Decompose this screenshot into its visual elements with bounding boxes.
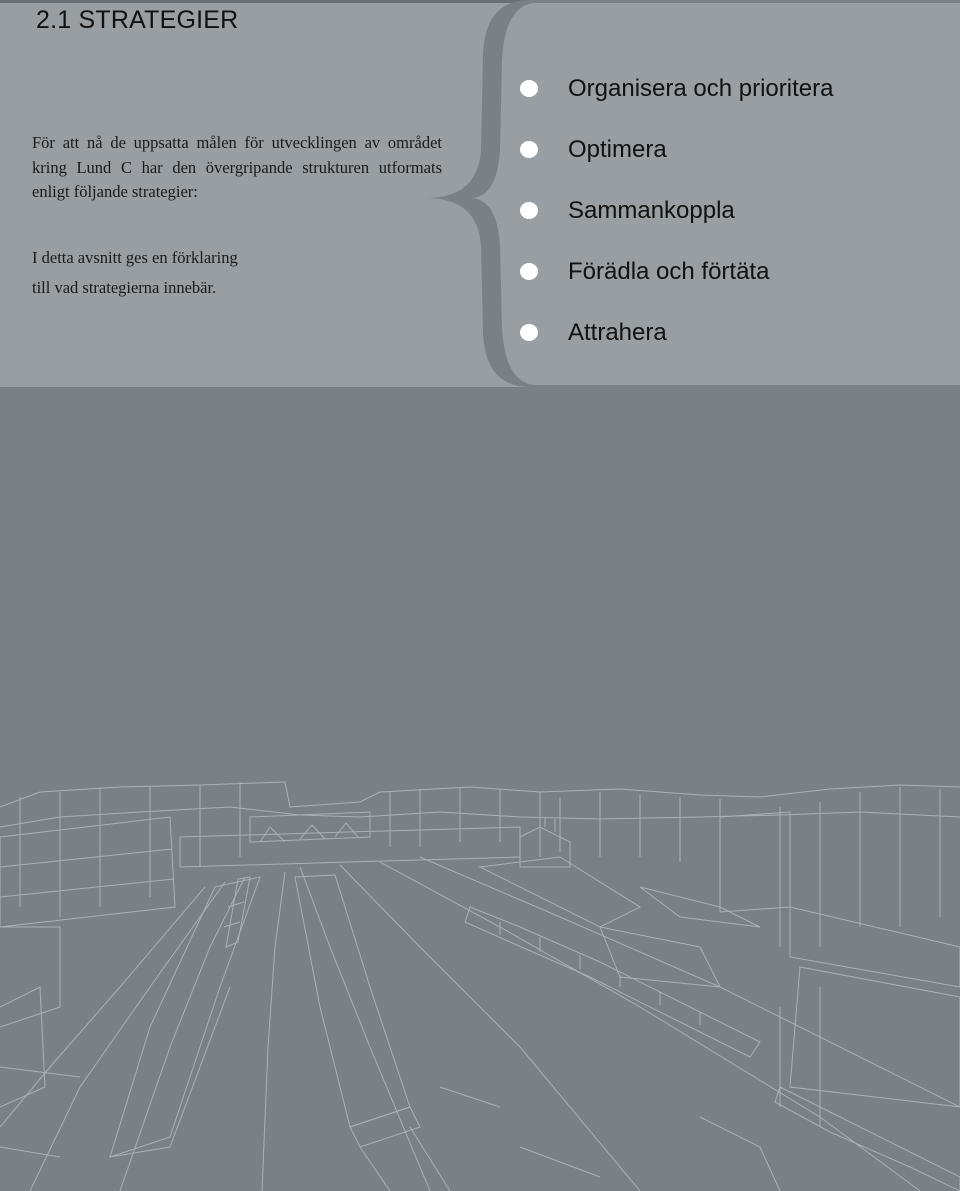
- strategy-label: Sammankoppla: [568, 196, 735, 224]
- strategy-label: Förädla och förtäta: [568, 257, 770, 285]
- bullet-icon: [520, 80, 538, 97]
- note-line-1: I detta avsnitt ges en förklaring: [32, 248, 238, 267]
- bullet-icon: [520, 324, 538, 341]
- intro-paragraph: För att nå de uppsatta målen för utvecklingen av området kring Lund C har den övergripande strukturen utformats enligt följande strategier:: [32, 133, 442, 201]
- section-title: 2.1 STRATEGIER: [36, 6, 239, 34]
- bullet-icon: [520, 202, 538, 219]
- strategy-label: Attrahera: [568, 318, 667, 346]
- strategy-item: [520, 119, 833, 180]
- station-line-art-image: [0, 387, 960, 1191]
- top-panel: [0, 0, 960, 387]
- bullet-icon: [520, 263, 538, 280]
- note-line-2: till vad strategierna innebär.: [32, 278, 217, 297]
- strategy-list: [520, 58, 833, 363]
- strategy-item: [520, 58, 833, 119]
- strategy-item: [520, 302, 833, 363]
- strategy-label: Optimera: [568, 135, 667, 163]
- bullet-icon: [520, 141, 538, 158]
- strategy-item: [520, 180, 833, 241]
- strategy-item: [520, 241, 833, 302]
- strategy-label: Organisera och prioritera: [568, 74, 834, 102]
